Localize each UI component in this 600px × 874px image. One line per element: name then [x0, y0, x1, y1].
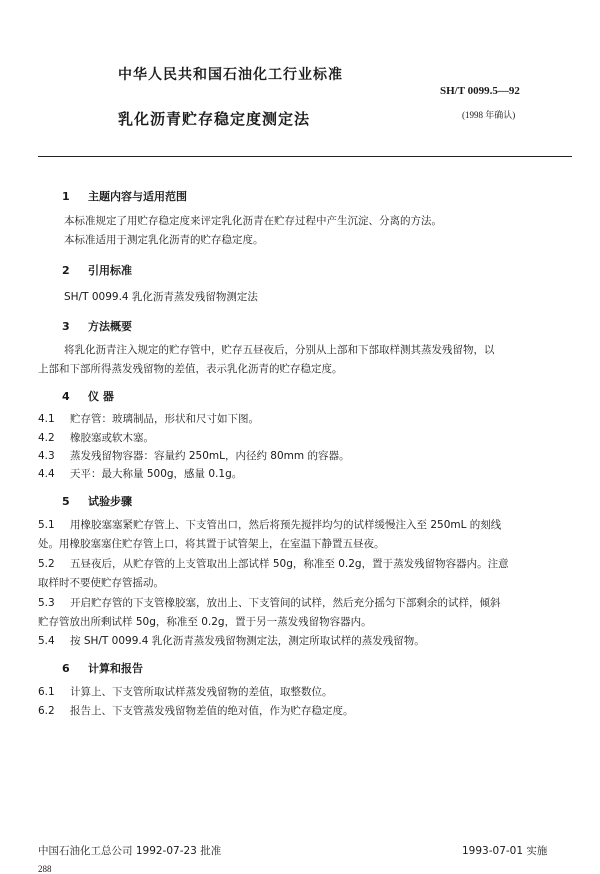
section-1-heading: [62, 188, 187, 204]
item-number: 5.3: [38, 597, 55, 609]
section-6-heading: [62, 660, 143, 676]
item-number: 5.4: [38, 635, 55, 647]
section-number: 2: [62, 264, 70, 277]
item-text: 五昼夜后，从贮存管的上支管取出上部试样 50g，称准至 0.2g，置于蒸发残留物容器内。注意: [70, 558, 509, 570]
item-text: 计算上、下支管所取试样蒸发残留物的差值，取整数位。: [70, 686, 333, 698]
section-title: 试验步骤: [88, 495, 132, 508]
item-number: 6.1: [38, 686, 55, 698]
list-item: [38, 429, 154, 447]
item-number: 4.4: [38, 468, 55, 480]
item-text: 用橡胶塞塞紧贮存管上、下支管出口，然后将预先搅拌均匀的试样缓慢注入至 250mL 的刻线: [70, 519, 502, 531]
issuing-body-title: 中华人民共和国石油化工行业标准: [118, 67, 343, 83]
item-text: 蒸发残留物容器：容量约 250mL，内径约 80mm 的容器。: [70, 450, 350, 462]
step-5-3-line-1: [38, 594, 501, 612]
item-number: 4.2: [38, 432, 55, 444]
section-2-heading: [62, 262, 132, 278]
item-number: 5.2: [38, 558, 55, 570]
section-number: 4: [62, 390, 70, 403]
confirmation-note: (1998 年确认): [462, 110, 516, 120]
step-5-1-line-1: [38, 516, 501, 534]
item-text: 报告上、下支管蒸发残留物差值的绝对值，作为贮存稳定度。: [70, 705, 354, 717]
section-title: 主题内容与适用范围: [88, 190, 187, 203]
item-number: 5.1: [38, 519, 55, 531]
section-title: 引用标准: [88, 264, 132, 277]
document-title: 乳化沥青贮存稳定度测定法: [118, 110, 311, 128]
item-number: 6.2: [38, 705, 55, 717]
section-2-reference: SH/T 0099.4 乳化沥青蒸发残留物测定法: [64, 291, 258, 303]
section-title: 计算和报告: [88, 662, 143, 675]
standard-code: SH/T 0099.5—92: [440, 85, 520, 97]
step-5-1-line-2: 处。用橡胶塞塞住贮存管上口，将其置于试管架上，在室温下静置五昼夜。: [38, 538, 385, 550]
section-number: 1: [62, 190, 70, 203]
step-5-4-line-1: [38, 632, 425, 650]
section-1-paragraph-1: 本标准规定了用贮存稳定度来评定乳化沥青在贮存过程中产生沉淀、分离的方法。: [64, 215, 442, 227]
item-number: 4.3: [38, 450, 55, 462]
step-5-2-line-2: 取样时不要使贮存管摇动。: [38, 577, 164, 589]
list-item: [38, 447, 349, 465]
section-3-heading: [62, 318, 132, 334]
item-text: 天平：最大称量 500g，感量 0.1g。: [70, 468, 243, 480]
list-item: [38, 465, 242, 483]
section-3-paragraph-line-1: 将乳化沥青注入规定的贮存管中，贮存五昼夜后，分别从上部和下部取样测其蒸发残留物，以: [64, 344, 495, 356]
section-number: 6: [62, 662, 70, 675]
item-number: 4.1: [38, 413, 55, 425]
item-text: 按 SH/T 0099.4 乳化沥青蒸发残留物测定法，测定所取试样的蒸发残留物。: [70, 635, 425, 647]
item-text: 开启贮存管的下支管橡胶塞，放出上、下支管间的试样，然后充分摇匀下部剩余的试样，倾斜: [70, 597, 501, 609]
section-title: 仪 器: [88, 390, 114, 403]
section-1-paragraph-2: 本标准适用于测定乳化沥青的贮存稳定度。: [64, 234, 264, 246]
list-item: [38, 410, 259, 428]
header-divider: [38, 156, 572, 157]
section-3-paragraph-line-2: 上部和下部所得蒸发残留物的差值，表示乳化沥青的贮存稳定度。: [38, 363, 343, 375]
section-title: 方法概要: [88, 320, 132, 333]
step-6-2: [38, 702, 354, 720]
implementation-date: 1993-07-01 实施: [462, 845, 548, 857]
step-5-3-line-2: 贮存管放出所剩试样 50g，称准至 0.2g，置于另一蒸发残留物容器内。: [38, 616, 372, 628]
step-6-1: [38, 683, 333, 701]
section-4-heading: [62, 388, 114, 404]
section-number: 5: [62, 495, 70, 508]
section-number: 3: [62, 320, 70, 333]
item-text: 橡胶塞或软木塞。: [70, 432, 154, 444]
approval-line: 中国石油化工总公司 1992-07-23 批准: [38, 845, 222, 857]
section-5-heading: [62, 493, 132, 509]
step-5-2-line-1: [38, 555, 509, 573]
item-text: 贮存管：玻璃制品，形状和尺寸如下图。: [70, 413, 259, 425]
page-number: 288: [38, 864, 52, 874]
